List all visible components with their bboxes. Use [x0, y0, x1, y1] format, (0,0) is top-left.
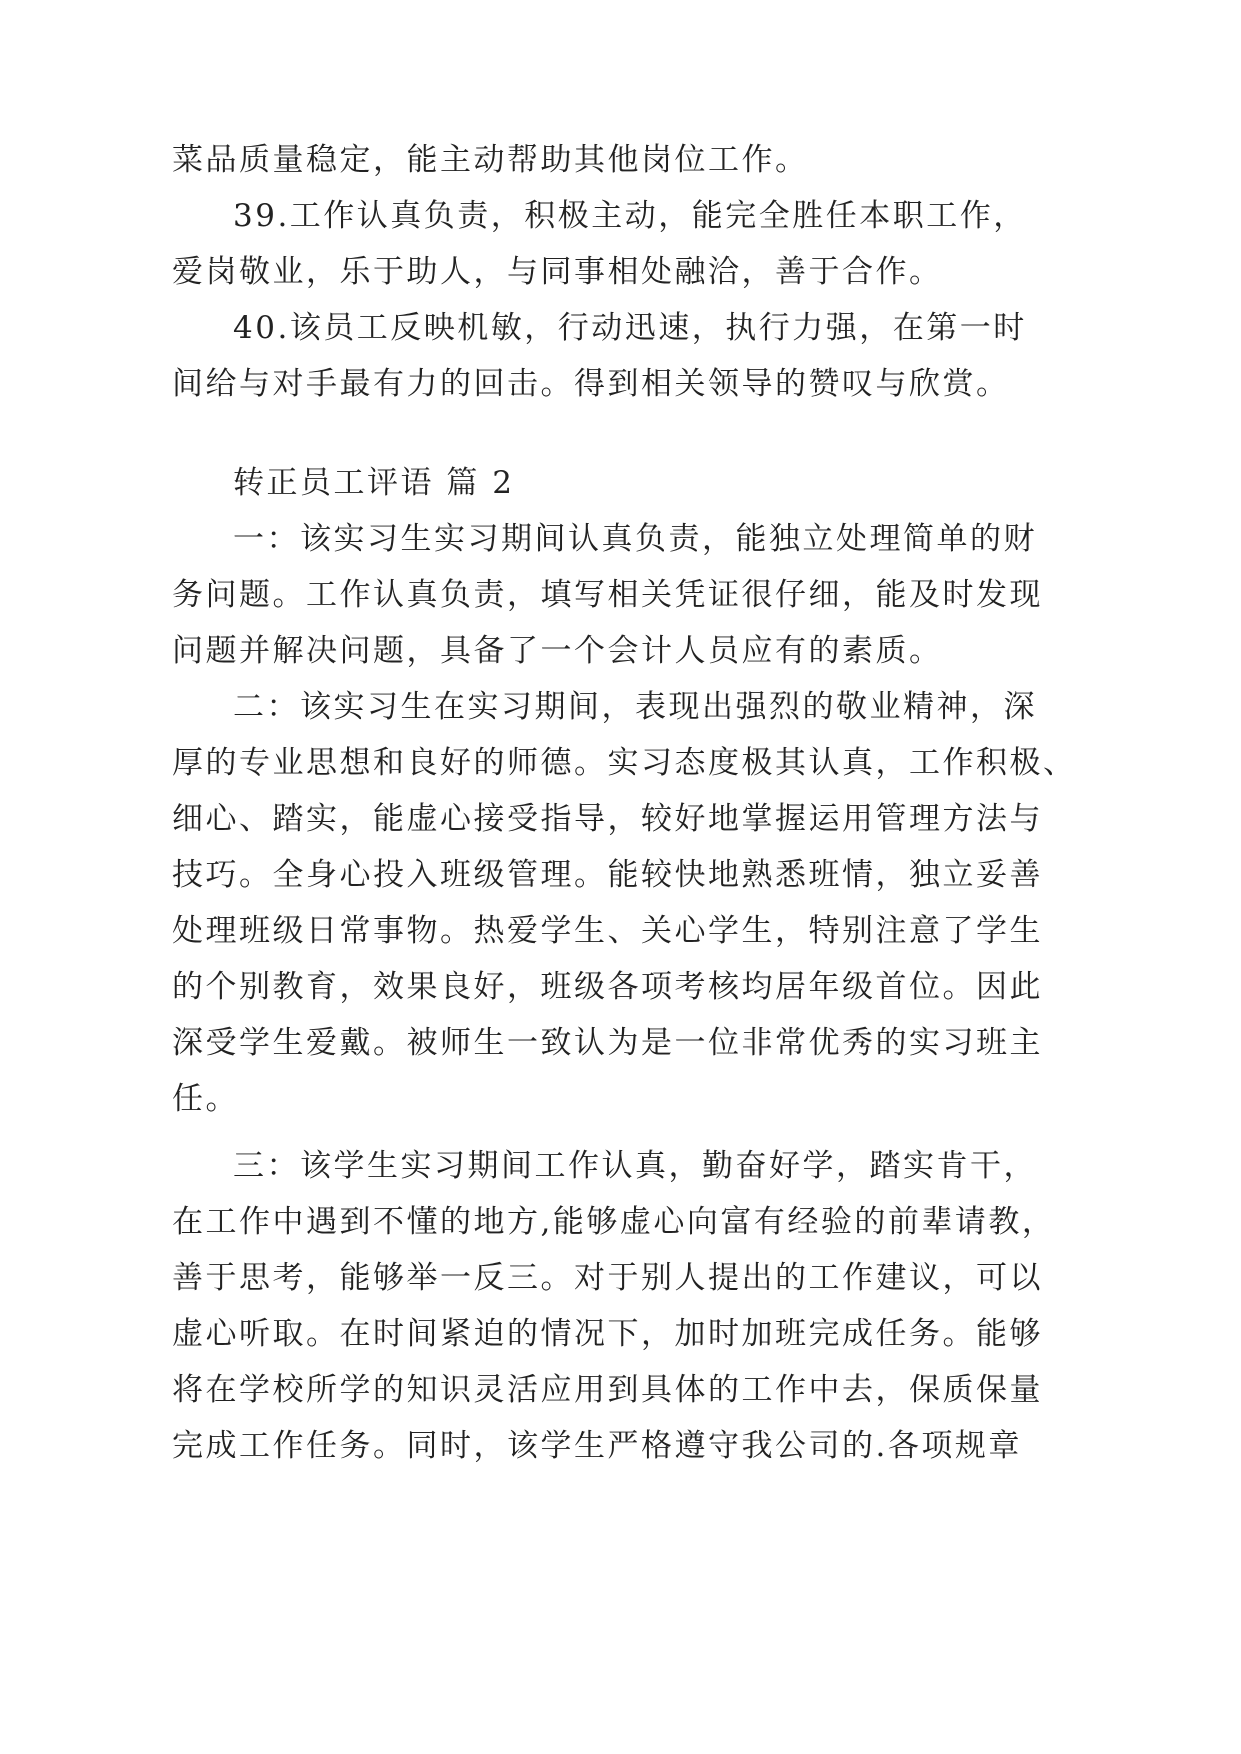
item-40-line-1: 40.该员工反映机敏，行动迅速，执行力强，在第一时	[233, 310, 1027, 346]
para-1-line-2: 务问题。工作认真负责，填写相关凭证很仔细，能及时发现	[172, 577, 1043, 613]
para-2-line-1: 二：该实习生在实习期间，表现出强烈的敬业精神，深	[233, 689, 1037, 725]
para-2-line-5: 处理班级日常事物。热爱学生、关心学生，特别注意了学生	[172, 913, 1043, 949]
item-40-line-2: 间给与对手最有力的回击。得到相关领导的赞叹与欣赏。	[172, 366, 1010, 402]
para-2-line-8: 任。	[172, 1081, 239, 1117]
item-39-line-1: 39.工作认真负责，积极主动，能完全胜任本职工作，	[233, 198, 1027, 234]
para-2-line-6: 的个别教育，效果良好，班级各项考核均居年级首位。因此	[172, 969, 1043, 1005]
para-2-line-4: 技巧。全身心投入班级管理。能较快地熟悉班情，独立妥善	[172, 857, 1043, 893]
para-1-line-1: 一：该实习生实习期间认真负责，能独立处理简单的财	[233, 521, 1037, 557]
para-3-line-5: 将在学校所学的知识灵活应用到具体的工作中去，保质保量	[172, 1372, 1043, 1408]
para-2-line-3: 细心、踏实，能虚心接受指导，较好地掌握运用管理方法与	[172, 801, 1043, 837]
item-39-line-2: 爱岗敬业，乐于助人，与同事相处融洽，善于合作。	[172, 254, 943, 290]
para-2-line-7: 深受学生爱戴。被师生一致认为是一位非常优秀的实习班主	[172, 1025, 1043, 1061]
para-3-line-1: 三：该学生实习期间工作认真，勤奋好学，踏实肯干，	[233, 1148, 1037, 1184]
para-3-line-2: 在工作中遇到不懂的地方,能够虚心向富有经验的前辈请教，	[172, 1204, 1056, 1240]
para-2-line-2: 厚的专业思想和良好的师德。实习态度极其认真，工作积极、	[172, 745, 1077, 781]
para-3-line-4: 虚心听取。在时间紧迫的情况下，加时加班完成任务。能够	[172, 1316, 1043, 1352]
continuation-line-1: 菜品质量稳定，能主动帮助其他岗位工作。	[172, 142, 809, 178]
para-1-line-3: 问题并解决问题，具备了一个会计人员应有的素质。	[172, 633, 943, 669]
para-3-line-3: 善于思考，能够举一反三。对于别人提出的工作建议，可以	[172, 1260, 1043, 1296]
section-title: 转正员工评语 篇 2	[233, 465, 515, 501]
para-3-line-6: 完成工作任务。同时，该学生严格遵守我公司的.各项规章	[172, 1428, 1022, 1464]
